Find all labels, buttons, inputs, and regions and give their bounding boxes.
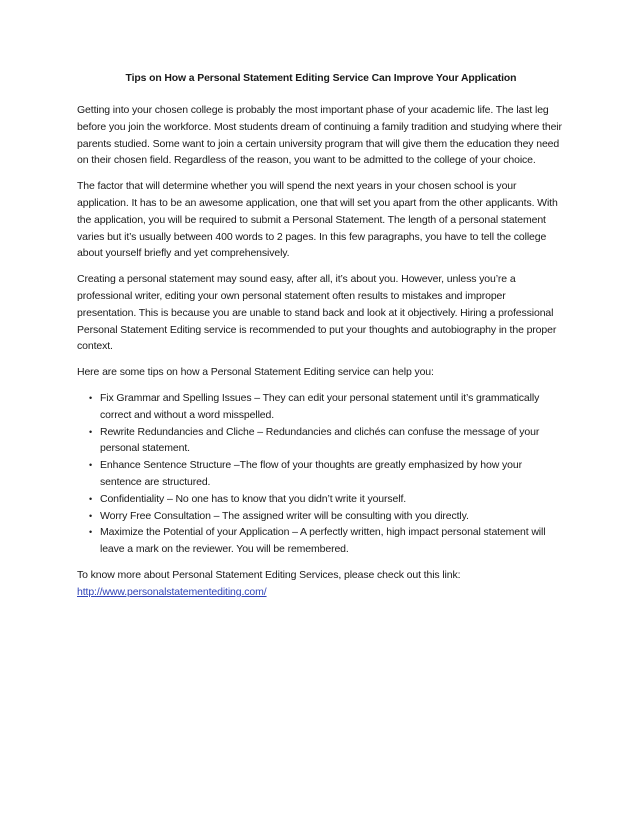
tips-list	[77, 390, 565, 558]
bullet-icon: •	[89, 392, 93, 403]
closing-text: To know more about Personal Statement Editing Services, please check out this link:	[77, 568, 461, 581]
bullet-icon: •	[89, 493, 93, 504]
bullet-icon: •	[89, 510, 93, 521]
list-item	[77, 390, 565, 424]
bullet-icon: •	[89, 527, 93, 538]
list-item	[77, 457, 565, 491]
tip-text: Rewrite Redundancies and Cliche – Redundancies and clichés can confuse the message of your personal statement.	[100, 425, 540, 455]
list-item	[77, 524, 565, 558]
tip-text: Maximize the Potential of your Application – A perfectly written, high impact personal statement will leave a mark on the reviewer. You will be remembered.	[100, 526, 546, 556]
website-link[interactable]: http://www.personalstatementediting.com/	[77, 585, 267, 598]
tip-text: Confidentiality – No one has to know that you didn’t write it yourself.	[100, 492, 407, 505]
list-item	[77, 491, 565, 508]
list-item	[77, 508, 565, 525]
paragraph-creating: Creating a personal statement may sound easy, after all, it’s about you. However, unless you’re a professional writer, editing your own personal statement often results to mistakes and improper presentation. This is because you are unable to stand back and look at it objectively. Hiring a professional Personal Statement Editing service is recommended to put your thoughts and autobiography in the proper context.	[77, 273, 557, 353]
paragraph-application: The factor that will determine whether you will spend the next years in your chosen school is your application. It has to be an awesome application, one that will set you apart from the other applicants. With the application, you will be required to submit a Personal Statement. The length of a personal statement varies but it’s usually between 400 words to 2 pages. In this few paragraphs, you have to tell the college about yourself briefly and yet comprehensively.	[77, 180, 558, 260]
tip-text: Fix Grammar and Spelling Issues – They can edit your personal statement until it’s grammatically correct and without a word misspelled.	[100, 391, 540, 421]
closing-paragraph	[77, 567, 565, 601]
bullet-icon: •	[89, 460, 93, 471]
list-item	[77, 424, 565, 458]
paragraph-tips-intro: Here are some tips on how a Personal Statement Editing service can help you:	[77, 366, 434, 379]
document-body	[77, 70, 565, 601]
document-title: Tips on How a Personal Statement Editing Service Can Improve Your Application	[125, 73, 517, 84]
bullet-icon: •	[89, 426, 93, 437]
tip-text: Worry Free Consultation – The assigned writer will be consulting with you directly.	[100, 509, 469, 522]
tip-text: Enhance Sentence Structure –The flow of your thoughts are greatly emphasized by how your sentence are structured.	[100, 459, 522, 488]
paragraph-intro: Getting into your chosen college is probably the most important phase of your academic life. The last leg before you join the workforce. Most students dream of continuing a family tradition and studying where their parents studied. Some want to join a certain university program that will give them the education they need on their chosen field. Regardless of the reason, you want to be admitted to the college of your choice.	[77, 104, 562, 167]
